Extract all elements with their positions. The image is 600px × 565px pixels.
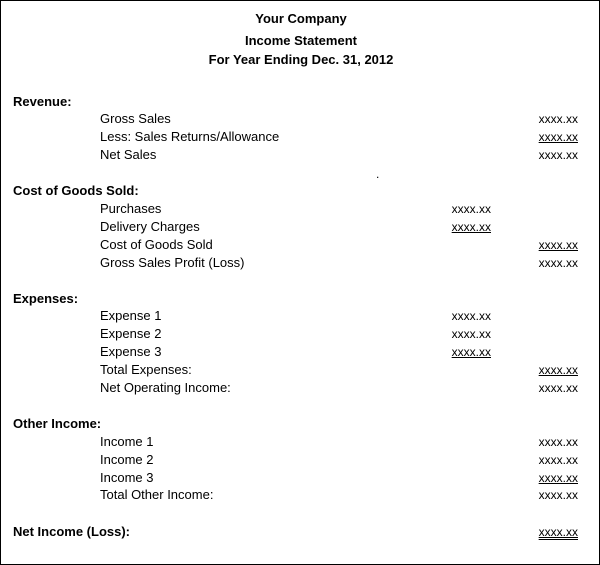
net-income-value: xxxx.xx [538,525,578,539]
income-1-label: Income 1 [100,434,154,449]
total-expenses-label: Total Expenses: [100,362,192,377]
expense-1-value: xxxx.xx [451,309,491,323]
cogs-heading: Cost of Goods Sold: [13,183,139,198]
delivery-charges-label: Delivery Charges [100,219,200,234]
income-1-value: xxxx.xx [538,435,578,449]
gross-profit-label: Gross Sales Profit (Loss) [100,255,245,270]
total-other-income-value: xxxx.xx [538,488,578,502]
expense-2-value: xxxx.xx [451,327,491,341]
net-operating-income-value: xxxx.xx [538,381,578,395]
net-income-label: Net Income (Loss): [13,524,131,539]
purchases-value: xxxx.xx [451,202,491,216]
expenses-heading: Expenses: [13,291,79,306]
net-sales-label: Net Sales [100,147,157,162]
statement-period: For Year Ending Dec. 31, 2012 [208,52,394,67]
sales-returns-label: Less: Sales Returns/Allowance [100,129,280,144]
expense-1-label: Expense 1 [100,308,162,323]
income-3-value: xxxx.xx [538,471,578,485]
expense-3-label: Expense 3 [100,344,162,359]
expense-2-label: Expense 2 [100,326,162,341]
income-2-label: Income 2 [100,452,154,467]
gross-profit-value: xxxx.xx [538,256,578,270]
delivery-charges-value: xxxx.xx [451,220,491,234]
revenue-heading: Revenue: [13,94,72,109]
income-3-label: Income 3 [100,470,154,485]
total-other-income-label: Total Other Income: [100,487,214,502]
gross-sales-label: Gross Sales [100,111,171,126]
net-sales-value: xxxx.xx [538,148,578,162]
cogs-total-label: Cost of Goods Sold [100,237,213,252]
expense-3-value: xxxx.xx [451,345,491,359]
purchases-label: Purchases [100,201,162,216]
net-operating-income-label: Net Operating Income: [100,380,231,395]
stray-mark: . [376,167,380,181]
total-expenses-value: xxxx.xx [538,363,578,377]
cogs-total-value: xxxx.xx [538,238,578,252]
sales-returns-value: xxxx.xx [538,130,578,144]
company-name: Your Company [255,11,347,26]
gross-sales-value: xxxx.xx [538,112,578,126]
income-2-value: xxxx.xx [538,453,578,467]
statement-title: Income Statement [245,33,357,48]
other-income-heading: Other Income: [13,416,102,431]
